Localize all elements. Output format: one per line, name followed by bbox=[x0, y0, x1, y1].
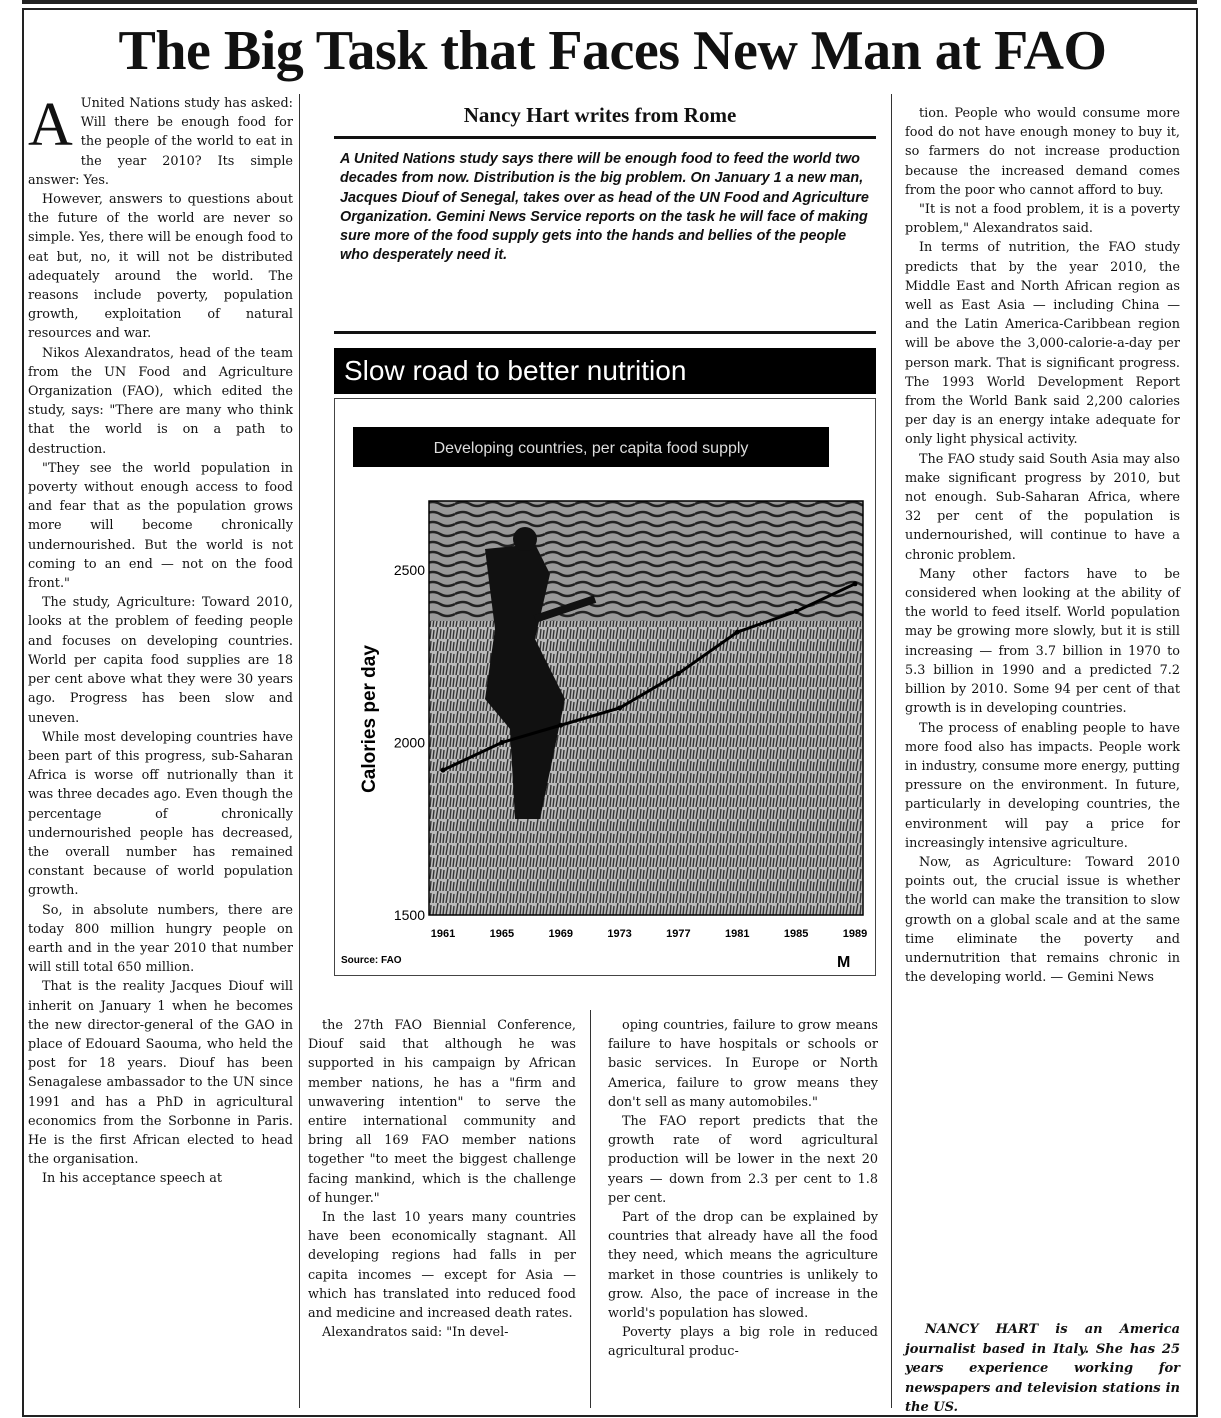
x-tick-label: 1973 bbox=[607, 928, 632, 940]
chart-svg bbox=[335, 399, 875, 975]
paragraph: "They see the world population in poverty without enough access to food and fear that as the population grows more will become chronically undernourished. But the world is not coming to an end — not on the food front." bbox=[28, 460, 293, 592]
column-1 bbox=[28, 91, 293, 1189]
data-point bbox=[617, 706, 622, 711]
paragraph: The study, Agriculture: Toward 2010, looks at the problem of feeding people and focuses on developing countries. World per capita food supplies are 18 per cent above what they were 30 years ago. Progress has been slow and uneven. bbox=[28, 595, 293, 726]
x-tick-label: 1981 bbox=[725, 928, 750, 940]
x-tick-label: 1965 bbox=[489, 928, 515, 940]
paragraph: So, in absolute numbers, there are today 800 million hungry people on earth and in the year 2010 that number will still total 650 million. bbox=[28, 902, 293, 976]
data-point bbox=[794, 609, 799, 614]
paragraph: While most developing countries have been part of this progress, sub-Saharan Africa is worse off nutrionally than it was three decades ago. Even though the percentage of chronically undernourished people has decreased, the overall number has remained constant because of world population growth. bbox=[28, 729, 293, 899]
data-point bbox=[676, 671, 681, 676]
y-tick-label: 1500 bbox=[393, 907, 425, 923]
data-point bbox=[558, 723, 563, 728]
byline: Nancy Hart writes from Rome bbox=[463, 103, 737, 127]
paragraph: United Nations study has asked: Will there be enough food for the people of the world to eat in the year 2010? Its simple answer: Yes. bbox=[28, 96, 293, 188]
paragraph: The FAO report predicts that the growth rate of word agricultural production will be lower in the next 20 years — down from 2.3 per cent to 1.8 per cent. bbox=[608, 1114, 878, 1206]
chart-header: Slow road to better nutrition bbox=[334, 348, 876, 394]
paragraph: However, answers to questions about the future of the world are never so simple. Yes, there will be enough food to eat but, no, it will not be distributed adequately around the world. The reasons include poverty, population growth, exploitation of natural resources and war. bbox=[28, 192, 293, 342]
data-point bbox=[499, 740, 504, 745]
paragraph: Poverty plays a big role in reduced agricultural produc- bbox=[608, 1325, 878, 1360]
paragraph: The FAO study said South Asia may also make significant progress by 2010, but not enough. Sub-Saharan Africa, where 32 per cent of the population is undernourished, will continue to have a chronic problem. bbox=[905, 451, 1180, 563]
data-point bbox=[735, 630, 740, 635]
chart-background-photo bbox=[429, 501, 863, 915]
column-3 bbox=[608, 1016, 878, 1362]
x-tick-label: 1977 bbox=[666, 928, 691, 940]
paragraph: The process of enabling people to have more food also has impacts. People work in industry, consume more energy, putting pressure on the environment. In future, particularly in developing countries, the environment will pay a price for increasingly intensive agriculture. bbox=[905, 720, 1180, 851]
y-tick-label: 2500 bbox=[393, 562, 425, 578]
column-rule-2 bbox=[590, 1010, 591, 1408]
chart-box bbox=[334, 398, 876, 976]
author-bio bbox=[905, 1320, 1180, 1418]
paragraph: oping countries, failure to grow means failure to have hospitals or schools or basic services. In Europe or North America, failure to grow means they don't sell as many automobiles." bbox=[608, 1018, 878, 1110]
paragraph: That is the reality Jacques Diouf will inherit on January 1 when he becomes the new director-general of the GAO in place of Edouard Saouma, who held the post for 18 years. Diouf has been Senagalese ambassador to the UN since 1991 and has a PhD in agricultural economics from the Sorbonne in Paris. He is the first African elected to head the organisation. bbox=[28, 979, 293, 1168]
standfirst-bottom-rule bbox=[334, 331, 876, 334]
x-tick-label: 1961 bbox=[430, 928, 456, 940]
paragraph: Now, as Agriculture: Toward 2010 points out, the crucial issue is whether the world can make the transition to slow growth on a global scale and at the same time eliminate the poverty and undernutrition that remains chronic in the developing world. — Gemini News bbox=[905, 854, 1180, 986]
data-point bbox=[441, 768, 446, 773]
data-point bbox=[853, 581, 858, 586]
top-rule bbox=[22, 0, 1197, 4]
chart-source: Source: FAO bbox=[341, 955, 402, 966]
x-tick-label: 1985 bbox=[783, 928, 809, 940]
gemini-mark: M bbox=[837, 954, 851, 971]
headline: The Big Task that Faces New Man at FAO bbox=[118, 20, 1107, 82]
y-tick-label: 2000 bbox=[393, 734, 425, 751]
chart-title: Developing countries, per capita food supply bbox=[433, 440, 749, 457]
paragraph: Alexandratos said: "In devel- bbox=[322, 1325, 509, 1341]
paragraph: Nikos Alexandratos, head of the team from the UN Food and Agriculture Organization (FAO), which edited the study, says: "There are many who think that the world is on a path to destruction. bbox=[28, 345, 293, 457]
paragraph: the 27th FAO Biennial Conference, Diouf said that although he was supported in his campaign by African member nations, he has a "firm and unwavering intention" to serve the entire international community and bring all 169 FAO member nations together "to meet the biggest challenge facing mankind, which is the challenge of hunger." bbox=[308, 1018, 576, 1206]
y-axis-label: Calories per day bbox=[359, 645, 380, 793]
paragraph: Many other factors have to be considered when looking at the ability of the world to feed itself. World population may be growing more slowly, but it is still increasing — from 3.7 billion in 1970 to 5.3 billion in 1990 and a predicted 7.2 billion by 2010. Some 94 per cent of that growth is in developing countries. bbox=[905, 566, 1180, 717]
column-rule-3 bbox=[891, 94, 892, 1408]
column-4 bbox=[905, 104, 1180, 987]
column-2 bbox=[308, 1016, 576, 1342]
drop-cap: A bbox=[28, 91, 73, 159]
standfirst-top-rule bbox=[334, 136, 876, 139]
paragraph: "It is not a food problem, it is a poverty problem," Alexandratos said. bbox=[905, 202, 1180, 237]
paragraph: Part of the drop can be explained by countries that already have all the food they need, which means the agriculture market in those countries is unlikely to grow. Also, the pace of increase in the world's population has slowed. bbox=[608, 1210, 878, 1322]
paragraph: In terms of nutrition, the FAO study predicts that by the year 2010, the Middle East and North African region as well as East Asia — including China — and the Latin America-Caribbean region will be above the 3,000-calorie-a-day per person mark. That is significant progress. The 1993 World Development Report from the World Bank said 2,200 calories per day is an energy intake adequate for only light physical activity. bbox=[905, 240, 1180, 448]
paragraph: tion. People who would consume more food do not have enough money to buy it, so farmers do not increase production because the increased demand comes from the poor who cannot afford to buy. bbox=[905, 106, 1180, 198]
author-bio-text: NANCY HART is an America journalist based in Italy. She has 25 years experience working for newspapers and television stations in the US. bbox=[905, 1322, 1180, 1415]
x-tick-label: 1989 bbox=[842, 928, 868, 940]
x-tick-label: 1969 bbox=[548, 928, 573, 940]
paragraph: In the last 10 years many countries have been economically stagnant. All developing regions had falls in per capita incomes — except for Asia — which has translated into reduced food and medicine and increased death rates. bbox=[308, 1210, 576, 1322]
column-rule-1 bbox=[299, 94, 300, 1408]
standfirst: A United Nations study says there will be enough food to feed the world two decades from now. Distribution is the big problem. On January 1 a new man, Jacques Diouf of Senegal, takes over as head of the UN Food and Agriculture Organization. Gemini News Service reports on the task he will face of making sure more of the food supply gets into the hands and bellies of the people who desperately need it. bbox=[340, 151, 869, 264]
paragraph: In his acceptance speech at bbox=[42, 1171, 223, 1187]
